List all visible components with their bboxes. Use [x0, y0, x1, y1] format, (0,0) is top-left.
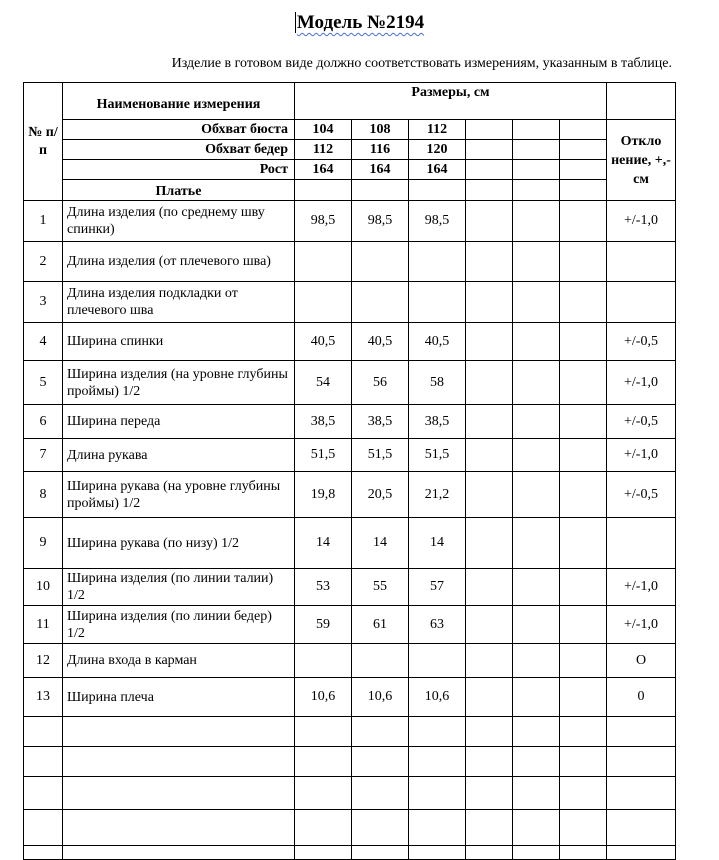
empty-table-row	[24, 846, 676, 860]
deviation-value	[607, 518, 676, 569]
row-number: 10	[24, 569, 63, 606]
size-value: 104	[295, 120, 352, 140]
empty-size-cell	[560, 120, 607, 140]
deviation-value: +/-1,0	[607, 439, 676, 472]
empty-cell	[607, 846, 676, 860]
size-value: 98,5	[409, 201, 466, 242]
empty-cell	[352, 846, 409, 860]
empty-cell	[607, 747, 676, 777]
header-measure-row	[24, 160, 676, 180]
deviation-value: О	[607, 644, 676, 678]
measurement-name: Ширина изделия (на уровне глубины проймы) 1/2	[63, 361, 295, 405]
row-number: 12	[24, 644, 63, 678]
row-number: 6	[24, 405, 63, 439]
document-subtitle: Изделие в готовом виде должно соответствовать измерениям, указанным в таблице.	[171, 56, 672, 71]
empty-cell	[466, 777, 513, 810]
measurement-name: Ширина рукава (по низу) 1/2	[63, 518, 295, 569]
header-measure-row	[24, 120, 676, 140]
empty-cell	[513, 810, 560, 846]
empty-cell	[24, 747, 63, 777]
size-value: 40,5	[295, 323, 352, 361]
empty-size-cell	[560, 606, 607, 644]
empty-size-cell	[513, 678, 560, 717]
measure-label: Обхват бюста	[63, 120, 295, 140]
empty-size-cell	[513, 180, 560, 201]
deviation-value: +/-1,0	[607, 606, 676, 644]
name-header: Наименование измерения	[63, 83, 295, 120]
table-row	[24, 678, 676, 717]
deviation-value: +/-1,0	[607, 201, 676, 242]
measurement-name: Ширина плеча	[63, 678, 295, 717]
measurement-name: Ширина изделия (по линии бедер) 1/2	[63, 606, 295, 644]
empty-cell	[24, 777, 63, 810]
measurement-name: Длина изделия подкладки от плечевого шва	[63, 282, 295, 323]
deviation-value: +/-1,0	[607, 361, 676, 405]
measurements-table	[23, 82, 676, 860]
row-number: 11	[24, 606, 63, 644]
size-value: 51,5	[352, 439, 409, 472]
table-row	[24, 361, 676, 405]
empty-size-cell	[352, 180, 409, 201]
size-value: 164	[409, 160, 466, 180]
empty-size-cell	[513, 140, 560, 160]
empty-size-cell	[513, 323, 560, 361]
size-value: 164	[295, 160, 352, 180]
size-value: 58	[409, 361, 466, 405]
empty-size-cell	[513, 160, 560, 180]
size-value	[409, 282, 466, 323]
size-value	[352, 644, 409, 678]
empty-cell	[409, 747, 466, 777]
empty-size-cell	[466, 518, 513, 569]
deviation-value: 0	[607, 678, 676, 717]
empty-size-cell	[466, 569, 513, 606]
empty-size-cell	[560, 361, 607, 405]
empty-size-cell	[513, 569, 560, 606]
table-row	[24, 405, 676, 439]
table-row	[24, 201, 676, 242]
empty-cell	[352, 717, 409, 747]
size-value	[352, 282, 409, 323]
empty-cell	[24, 717, 63, 747]
empty-size-cell	[560, 201, 607, 242]
empty-size-cell	[560, 242, 607, 282]
size-value: 40,5	[352, 323, 409, 361]
empty-size-cell	[466, 606, 513, 644]
empty-size-cell	[466, 160, 513, 180]
empty-size-cell	[466, 140, 513, 160]
empty-size-cell	[560, 644, 607, 678]
measurement-name: Ширина рукава (на уровне глубины проймы) 1/2	[63, 472, 295, 518]
size-value: 40,5	[409, 323, 466, 361]
empty-cell	[352, 810, 409, 846]
deviation-value	[607, 282, 676, 323]
empty-cell	[513, 846, 560, 860]
empty-size-cell	[466, 201, 513, 242]
size-value: 14	[352, 518, 409, 569]
empty-size-cell	[560, 180, 607, 201]
empty-size-cell	[295, 180, 352, 201]
empty-size-cell	[466, 678, 513, 717]
empty-cell	[24, 810, 63, 846]
empty-size-cell	[560, 282, 607, 323]
empty-cell	[63, 777, 295, 810]
empty-size-cell	[513, 518, 560, 569]
measurement-name: Ширина переда	[63, 405, 295, 439]
table-row	[24, 472, 676, 518]
empty-cell	[513, 747, 560, 777]
size-value	[409, 644, 466, 678]
table-row	[24, 606, 676, 644]
size-value: 108	[352, 120, 409, 140]
empty-cell	[63, 810, 295, 846]
empty-size-cell	[560, 678, 607, 717]
size-value	[409, 242, 466, 282]
empty-table-row	[24, 777, 676, 810]
measurement-name: Ширина изделия (по линии талии) 1/2	[63, 569, 295, 606]
empty-size-cell	[466, 282, 513, 323]
empty-cell	[295, 810, 352, 846]
empty-table-row	[24, 717, 676, 747]
empty-cell	[63, 747, 295, 777]
empty-size-cell	[560, 472, 607, 518]
header-row-1	[24, 83, 676, 120]
empty-size-cell	[466, 405, 513, 439]
empty-size-cell	[466, 180, 513, 201]
empty-cell	[295, 846, 352, 860]
size-value: 10,6	[295, 678, 352, 717]
empty-cell	[295, 777, 352, 810]
size-value: 55	[352, 569, 409, 606]
empty-cell	[24, 846, 63, 860]
product-label: Платье	[63, 180, 295, 201]
empty-size-cell	[560, 323, 607, 361]
measure-label: Обхват бедер	[63, 140, 295, 160]
size-value	[352, 242, 409, 282]
size-value	[295, 242, 352, 282]
empty-size-cell	[466, 120, 513, 140]
measurement-name: Длина рукава	[63, 439, 295, 472]
table-row	[24, 242, 676, 282]
empty-cell	[295, 717, 352, 747]
empty-size-cell	[513, 361, 560, 405]
empty-size-cell	[513, 439, 560, 472]
empty-cell	[513, 777, 560, 810]
empty-size-cell	[513, 644, 560, 678]
measurement-name: Длина входа в карман	[63, 644, 295, 678]
empty-table-row	[24, 810, 676, 846]
deviation-value: +/-1,0	[607, 569, 676, 606]
empty-cell	[409, 810, 466, 846]
measure-label: Рост	[63, 160, 295, 180]
deviation-value: +/-0,5	[607, 405, 676, 439]
deviation-top-cell	[607, 83, 676, 120]
empty-cell	[607, 717, 676, 747]
size-value: 38,5	[409, 405, 466, 439]
empty-size-cell	[560, 140, 607, 160]
size-value: 98,5	[352, 201, 409, 242]
size-value: 120	[409, 140, 466, 160]
product-row	[24, 180, 676, 201]
empty-size-cell	[466, 472, 513, 518]
empty-cell	[409, 717, 466, 747]
size-value: 57	[409, 569, 466, 606]
size-value: 112	[409, 120, 466, 140]
table-row	[24, 282, 676, 323]
size-value: 19,8	[295, 472, 352, 518]
empty-cell	[560, 777, 607, 810]
empty-size-cell	[466, 644, 513, 678]
size-value: 38,5	[352, 405, 409, 439]
deviation-value: +/-0,5	[607, 472, 676, 518]
size-value: 63	[409, 606, 466, 644]
empty-cell	[352, 747, 409, 777]
empty-size-cell	[560, 569, 607, 606]
empty-size-cell	[513, 472, 560, 518]
row-number: 1	[24, 201, 63, 242]
size-value: 38,5	[295, 405, 352, 439]
empty-cell	[513, 717, 560, 747]
empty-size-cell	[513, 201, 560, 242]
empty-size-cell	[513, 405, 560, 439]
empty-cell	[466, 810, 513, 846]
deviation-value	[607, 242, 676, 282]
empty-cell	[295, 747, 352, 777]
empty-cell	[466, 846, 513, 860]
empty-size-cell	[560, 439, 607, 472]
size-value: 112	[295, 140, 352, 160]
size-value: 54	[295, 361, 352, 405]
empty-size-cell	[560, 405, 607, 439]
row-number: 13	[24, 678, 63, 717]
empty-size-cell	[513, 282, 560, 323]
measurement-name: Ширина спинки	[63, 323, 295, 361]
size-value: 10,6	[409, 678, 466, 717]
table-row	[24, 439, 676, 472]
size-value: 116	[352, 140, 409, 160]
size-value	[295, 282, 352, 323]
size-value: 51,5	[409, 439, 466, 472]
empty-size-cell	[466, 323, 513, 361]
empty-cell	[560, 810, 607, 846]
size-value: 59	[295, 606, 352, 644]
empty-cell	[409, 846, 466, 860]
empty-size-cell	[513, 242, 560, 282]
empty-size-cell	[466, 361, 513, 405]
empty-cell	[409, 777, 466, 810]
empty-cell	[352, 777, 409, 810]
row-number: 3	[24, 282, 63, 323]
size-value: 56	[352, 361, 409, 405]
size-value: 14	[295, 518, 352, 569]
size-value: 98,5	[295, 201, 352, 242]
empty-cell	[607, 777, 676, 810]
empty-table-row	[24, 747, 676, 777]
empty-size-cell	[466, 242, 513, 282]
empty-size-cell	[560, 518, 607, 569]
deviation-value: +/-0,5	[607, 323, 676, 361]
empty-size-cell	[466, 439, 513, 472]
row-number: 7	[24, 439, 63, 472]
empty-cell	[560, 846, 607, 860]
empty-cell	[560, 747, 607, 777]
sizes-header: Размеры, см	[295, 83, 607, 120]
empty-cell	[63, 717, 295, 747]
empty-cell	[607, 810, 676, 846]
num-header: № п/п	[24, 83, 63, 201]
table-row	[24, 644, 676, 678]
size-value: 61	[352, 606, 409, 644]
size-value: 21,2	[409, 472, 466, 518]
size-value: 20,5	[352, 472, 409, 518]
empty-size-cell	[513, 606, 560, 644]
size-value: 53	[295, 569, 352, 606]
measurement-name: Длина изделия (по среднему шву спинки)	[63, 201, 295, 242]
empty-size-cell	[560, 160, 607, 180]
deviation-header: Откло нение, +,- см	[607, 120, 676, 201]
empty-cell	[466, 747, 513, 777]
empty-size-cell	[409, 180, 466, 201]
measurement-name: Длина изделия (от плечевого шва)	[63, 242, 295, 282]
size-value: 10,6	[352, 678, 409, 717]
size-value: 14	[409, 518, 466, 569]
row-number: 5	[24, 361, 63, 405]
empty-cell	[560, 717, 607, 747]
row-number: 9	[24, 518, 63, 569]
table-row	[24, 569, 676, 606]
row-number: 2	[24, 242, 63, 282]
size-value: 51,5	[295, 439, 352, 472]
size-value	[295, 644, 352, 678]
row-number: 4	[24, 323, 63, 361]
size-value: 164	[352, 160, 409, 180]
empty-cell	[63, 846, 295, 860]
table-row	[24, 518, 676, 569]
empty-cell	[466, 717, 513, 747]
empty-size-cell	[513, 120, 560, 140]
header-measure-row	[24, 140, 676, 160]
table-row	[24, 323, 676, 361]
row-number: 8	[24, 472, 63, 518]
document-title: Модель №2194	[296, 12, 425, 33]
